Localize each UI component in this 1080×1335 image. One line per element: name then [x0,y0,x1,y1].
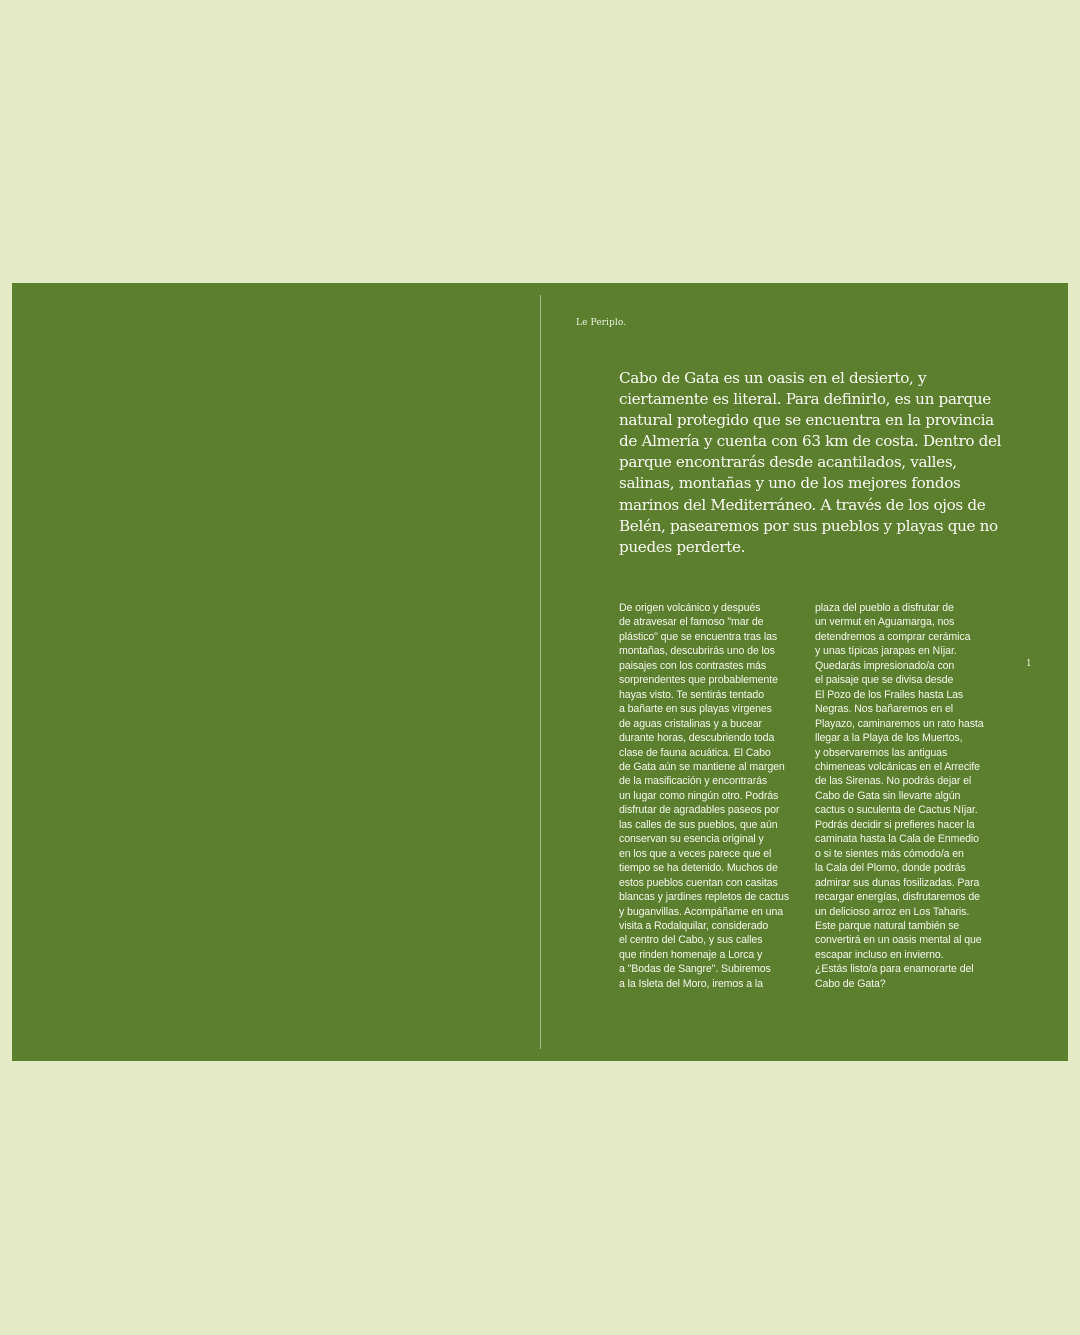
text-line: hayas visto. Te sentirás tentado [619,688,765,701]
body-column-1 [619,601,805,991]
text-line: plaza del pueblo a disfrutar de [815,602,954,614]
text-line: de Gata aún se mantiene al margen [619,760,785,773]
text-line: El Pozo de los Frailes hasta Las [815,688,964,701]
running-head: Le Periplo. [576,318,627,328]
text-line: Negras. Nos bañaremos en el [815,703,954,716]
magazine-spread [12,283,1068,1061]
text-line: el paisaje que se divisa desde [815,674,954,687]
text-line: durante horas, descubriendo toda [619,732,775,745]
text-line: cactus o suculenta de Cactus Níjar. [815,804,978,817]
text-line: o si te sientes más cómodo/a en [815,847,964,860]
text-line: caminata hasta la Cala de Enmedio [815,833,979,846]
text-line: de atravesar el famoso "mar de [619,616,764,629]
text-line: De origen volcánico y después [619,602,761,614]
text-line: las calles de sus pueblos, que aún [619,818,778,831]
text-line: y unas típicas jarapas en Níjar. [815,645,957,658]
text-line: llegar a la Playa de los Muertos, [815,732,963,745]
text-line: detendremos a comprar cerámica [815,630,971,643]
lead-paragraph: Cabo de Gata es un oasis en el desierto, y ciertamente es literal. Para definirlo, es un parque natural protegido que se encuentra en la provincia de Almería y cuenta con 63 km de costa. Dentro del parque encontrarás desde acantilados, valles, salinas, montañas y uno de los mejores fondos marinos del Mediterráneo. A través de los ojos de Belén, pasearemos por sus pueblos y playas que no puedes perderte. [619,369,1002,556]
text-line: ¿Estás listo/a para enamorarte del [815,963,974,976]
text-line: admirar sus dunas fosilizadas. Para [815,876,980,889]
text-line: sorprendentes que probablemente [619,674,778,687]
text-line: a la Isleta del Moro, iremos a la [619,977,763,990]
text-line: blancas y jardines repletos de cactus [619,891,790,904]
text-line: de las Sirenas. No podrás dejar el [815,775,972,788]
text-line: Podrás decidir si prefieres hacer la [815,818,975,831]
text-line: un delicioso arroz en Los Taharis. [815,905,970,918]
text-line: Quedarás impresionado/a con [815,659,955,672]
text-line: clase de fauna acuática. El Cabo [619,746,771,759]
text-line: y buganvillas. Acompáñame en una [619,905,784,918]
text-line: visita a Rodalquilar, considerado [619,919,769,932]
text-line: de la masificación y encontrarás [619,775,768,788]
text-line: convertirá en un oasis mental al que [815,934,982,947]
text-line: en los que a veces parece que el [619,847,772,860]
text-line: un lugar como ningún otro. Podrás [619,789,779,802]
text-line: a "Bodas de Sangre". Subiremos [619,963,771,976]
body-column-2 [815,601,1001,991]
text-line: escapar incluso en invierno. [815,948,944,961]
text-line: tiempo se ha detenido. Muchos de [619,862,778,875]
text-line: la Cala del Plomo, donde podrás [815,862,966,875]
text-line: Cabo de Gata? [815,977,886,990]
text-line: un vermut en Aguamarga, nos [815,616,955,629]
page-number: 1 [1026,659,1032,669]
text-line: disfrutar de agradables paseos por [619,804,780,817]
text-line: el centro del Cabo, y sus calles [619,934,763,947]
text-line: recargar energías, disfrutaremos de [815,891,980,904]
text-line: Este parque natural también se [815,919,960,932]
text-line: Cabo de Gata sin llevarte algún [815,789,961,802]
text-line: y observaremos las antiguas [815,746,948,759]
text-line: a bañarte en sus playas vírgenes [619,703,772,716]
page-gutter-line [540,295,541,1049]
text-line: estos pueblos cuentan con casitas [619,876,778,889]
text-line: chimeneas volcánicas en el Arrecife [815,760,980,773]
text-line: montañas, descubrirás uno de los [619,645,775,658]
text-line: paisajes con los contrastes más [619,659,767,672]
text-line: Playazo, caminaremos un rato hasta [815,717,984,730]
text-line: que rinden homenaje a Lorca y [619,948,763,961]
text-line: conservan su esencia original y [619,833,764,846]
text-line: de aguas cristalinas y a bucear [619,717,762,730]
text-line: plástico" que se encuentra tras las [619,630,778,643]
